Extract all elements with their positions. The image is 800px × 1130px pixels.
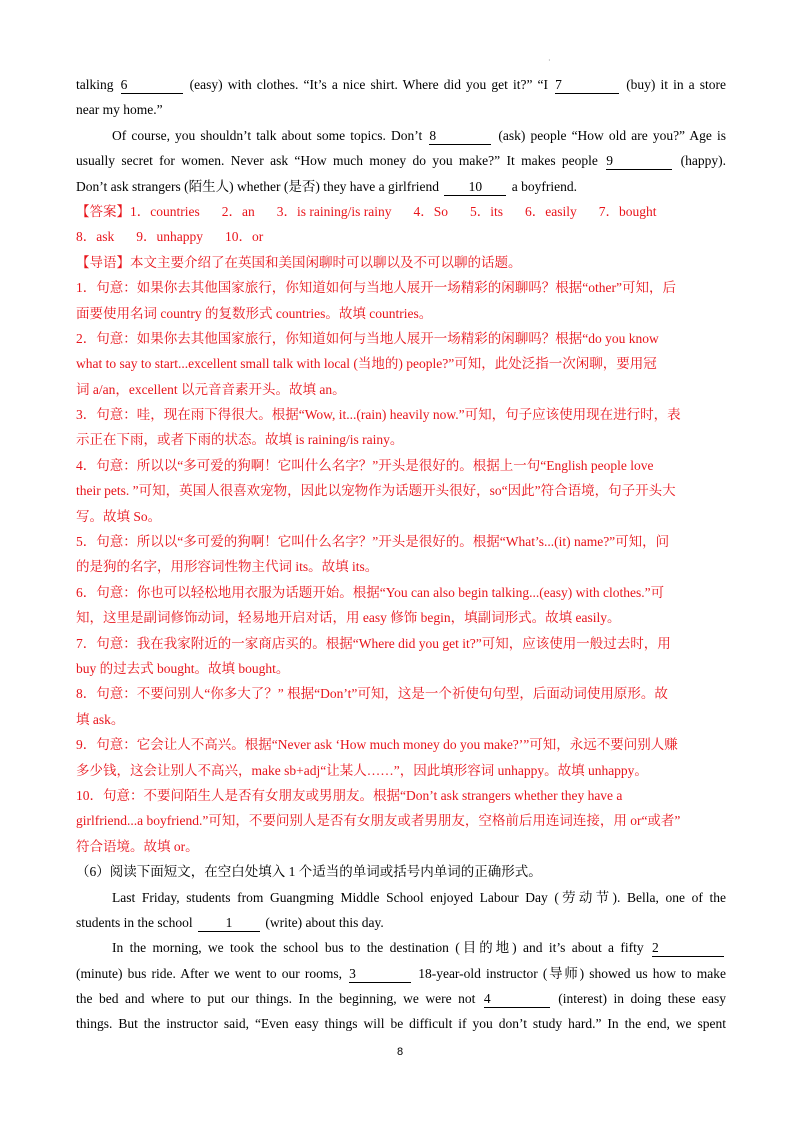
explanation-line: 示正在下雨，或者下雨的状态。故填 is raining/is rainy。	[76, 432, 404, 448]
blank-7[interactable]: 7	[555, 77, 619, 94]
blank-6[interactable]: 6	[121, 77, 183, 94]
answer-item: 2．an	[221, 203, 255, 219]
passage-line: students in the school 1 (write) about this day.	[76, 914, 384, 930]
explanation-line: 3．句意：哇，现在雨下得很大。根据“Wow, it...(rain) heavily now.”可知，句子应该使用现在进行时，表	[76, 407, 681, 423]
answer-item: 3．is raining/is rainy	[276, 203, 392, 219]
passage-line: things. But the instructor said, “Even easy things will be difficult if you don’t study hard.” In the end, we spent	[76, 1016, 726, 1032]
blank-3[interactable]: 3	[349, 966, 411, 983]
explanation-line: 面要使用名词 country 的复数形式 countries。故填 countries。	[76, 305, 433, 321]
explanation-line: 1．句意：如果你去其他国家旅行，你知道如何与当地人展开一场精彩的闲聊吗？根据“other”可知，后	[76, 280, 676, 296]
answer-label: 【答案】	[76, 203, 130, 219]
page-content	[76, 72, 726, 1037]
explanation-line: 10．句意：不要问陌生人是否有女朋友或男朋友。根据“Don’t ask strangers whether they have a	[76, 787, 623, 803]
blank-10[interactable]: 10	[444, 179, 506, 196]
blank-8[interactable]: 8	[429, 128, 491, 145]
page-number: 8	[396, 1046, 404, 1058]
explanation-line: 7．句意：我在我家附近的一家商店买的。根据“Where did you get it?”可知，应该使用一般过去时，用	[76, 635, 671, 651]
answer-item: 10．or	[225, 229, 264, 245]
blank-1[interactable]: 1	[198, 915, 260, 932]
answer-item: 8．ask	[76, 229, 115, 245]
passage-line: near my home.”	[76, 102, 163, 118]
answer-line	[76, 199, 726, 224]
section-title: （6）阅读下面短文，在空白处填入 1 个适当的单词或括号内单词的正确形式。	[76, 864, 542, 880]
answer-line	[76, 224, 726, 249]
passage-line: usually secret for women. Never ask “How much money do you make?” It makes people 9 (happy).	[76, 153, 726, 169]
passage-line: Last Friday, students from Guangming Middle School enjoyed Labour Day (劳动节). Bella, one of the	[112, 889, 726, 905]
answer-item: 5．its	[470, 203, 504, 219]
explanation-line: 2．句意：如果你去其他国家旅行，你知道如何与当地人展开一场精彩的闲聊吗？根据“do you know	[76, 330, 659, 346]
passage-line: talking 6 (easy) with clothes. “It’s a nice shirt. Where did you get it?” “I 7 (buy) it in a store	[76, 77, 726, 92]
explanation-line: 词 a/an，excellent 以元音音素开头。故填 an。	[76, 381, 346, 397]
explanation-line: 9．句意：它会让人不高兴。根据“Never ask ‘How much money do you make?’”可知，永远不要问别人赚	[76, 737, 678, 753]
explanation-line: 4．句意：所以以“多可爱的狗啊！它叫什么名字？”开头是很好的。根据上一句“English people love	[76, 457, 654, 473]
passage-line: In the morning, we took the school bus to the destination (目的地) and it’s about a fifty 2	[76, 935, 726, 960]
passage-line: (minute) bus ride. After we went to our rooms, 3 18-year-old instructor (导师) showed us how to make	[76, 965, 726, 981]
explanation-line: 写。故填 So。	[76, 508, 162, 524]
decorative-dot: ·	[548, 56, 551, 65]
explanation-line: their pets. ”可知，英国人很喜欢宠物，因此以宠物作为话题开头很好，so“因此”符合语境，句子开头大	[76, 483, 676, 499]
answer-item: 9．unhappy	[136, 229, 203, 245]
explanation-block	[76, 275, 726, 859]
answer-item: 1．countries	[130, 203, 200, 219]
passage-line: Don’t ask strangers (陌生人) whether (是否) they have a girlfriend 10 a boyfriend.	[76, 178, 578, 194]
passage-line: Of course, you shouldn’t talk about some topics. Don’t 8 (ask) people “How old are you?” Age is	[112, 127, 726, 143]
answer-item: 4．So	[413, 203, 449, 219]
explanation-line: buy 的过去式 bought。故填 bought。	[76, 660, 290, 676]
explanation-line: 6．句意：你也可以轻松地用衣服为话题开始。根据“You can also begin talking...(easy) with clothes.”可	[76, 584, 665, 600]
explanation-line: what to say to start...excellent small talk with local (当地的) people?”可知，此处泛指一次闲聊，要用冠	[76, 356, 657, 372]
blank-2[interactable]: 2	[652, 940, 724, 957]
answer-item: 6．easily	[525, 203, 577, 219]
explanation-line: girlfriend...a boyfriend.”可知，不要问别人是否有女朋友或者男朋友，空格前后用连词连接，用 or“或者”	[76, 813, 681, 829]
explanation-line: 5．句意：所以以“多可爱的狗啊！它叫什么名字？”开头是很好的。根据“What’s...(it) name?”可知，问	[76, 534, 670, 550]
explanation-line: 多少钱，这会让别人不高兴，make sb+adj“让某人……”，因此填形容词 unhappy。故填 unhappy。	[76, 762, 648, 778]
answer-item: 7．bought	[598, 203, 657, 219]
blank-9[interactable]: 9	[606, 153, 672, 170]
explanation-line: 符合语境。故填 or。	[76, 838, 199, 854]
guide-line: 【导语】本文主要介绍了在英国和美国闲聊时可以聊以及不可以聊的话题。	[76, 254, 522, 270]
explanation-line: 填 ask。	[76, 711, 125, 727]
passage-line: the bed and where to put our things. In the beginning, we were not 4 (interest) in doing these easy	[76, 991, 726, 1007]
explanation-line: 的是狗的名字，用形容词性物主代词 its。故填 its。	[76, 559, 379, 575]
blank-4[interactable]: 4	[484, 991, 550, 1008]
explanation-line: 知，这里是副词修饰动词，轻易地开启对话，用 easy 修饰 begin，填副词形式。故填 easily。	[76, 610, 621, 626]
explanation-line: 8．句意：不要问别人“你多大了？” 根据“Don’t”可知，这是一个祈使句句型，后面动词使用原形。故	[76, 686, 668, 702]
